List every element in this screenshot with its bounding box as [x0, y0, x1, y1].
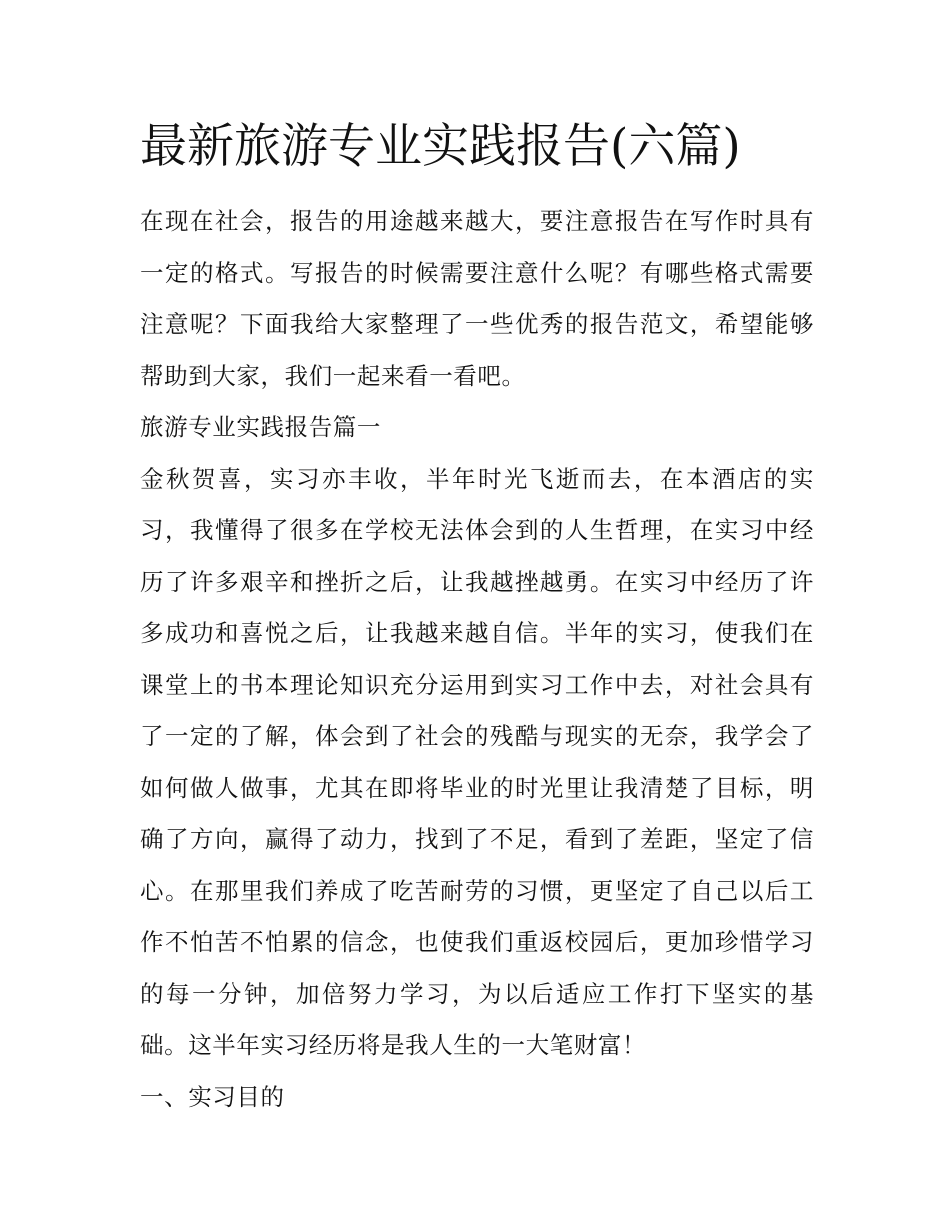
intro-paragraph: 在现在社会，报告的用途越来越大，要注意报告在写作时具有一定的格式。写报告的时候需要注意什么呢？有哪些格式需要注意呢？下面我给大家整理了一些优秀的报告范文，希望能够帮助到大家，我们一起来看一看吧。	[140, 207, 814, 390]
section-heading: 旅游专业实践报告篇一	[140, 413, 381, 441]
document-title: 最新旅游专业实践报告(六篇)	[140, 119, 741, 174]
document-body	[140, 196, 814, 1123]
subheading-purpose: 一、实习目的	[140, 1082, 285, 1111]
body-paragraph: 金秋贺喜，实习亦丰收，半年时光飞逝而去，在本酒店的实习，我懂得了很多在学校无法体会到的人生哲理，在实习中经历了许多艰辛和挫折之后，让我越挫越勇。在实习中经历了许多成功和喜悦之后，让我越来越自信。半年的实习，使我们在课堂上的书本理论知识充分运用到实习工作中去，对社会具有了一定的了解，体会到了社会的残酷与现实的无奈，我学会了如何做人做事，尤其在即将毕业的时光里让我清楚了目标，明确了方向，赢得了动力，找到了不足，看到了差距，坚定了信心。在那里我们养成了吃苦耐劳的习惯，更坚定了自己以后工作不怕苦不怕累的信念，也使我们重返校园后，更加珍惜学习的每一分钟，加倍努力学习，为以后适应工作打下坚实的基础。这半年实习经历将是我人生的一大笔财富！	[140, 464, 814, 1059]
